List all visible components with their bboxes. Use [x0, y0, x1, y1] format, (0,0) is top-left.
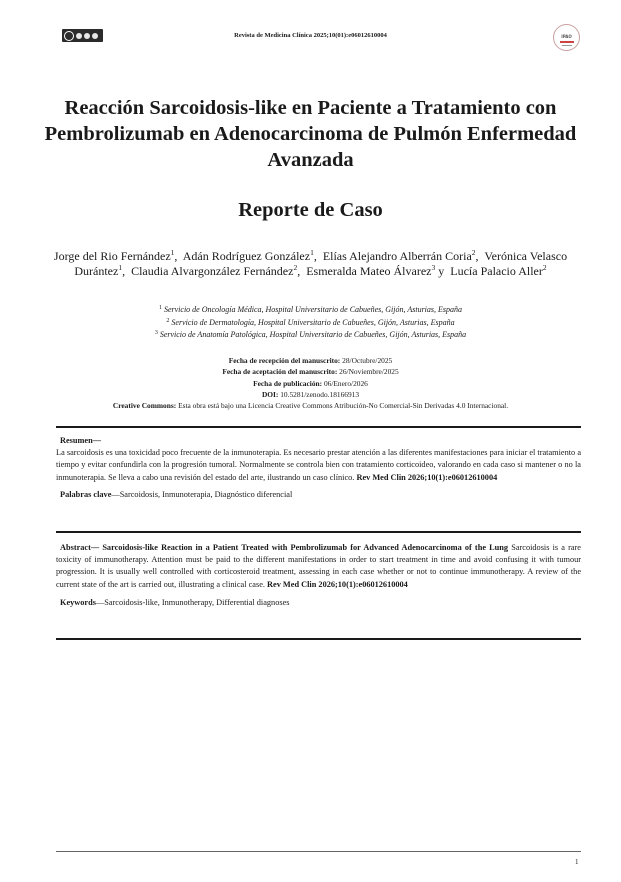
seal-stripe: [560, 41, 574, 43]
article-type: Reporte de Caso: [238, 199, 383, 221]
abstract-heading: Abstract—: [60, 543, 100, 552]
journal-seal-logo: [553, 24, 580, 51]
accepted-date: Fecha de aceptación del manuscrito: 26/Noviembre/2025: [222, 367, 399, 377]
resumen-body: La sarcoidosis es una toxicidad poco frecuente de la inmunoterapia. Es necesario prestar atención a las diferentes manifestaciones para iniciar el tratamiento a tiempo y evitar confundirla con la progresión tumoral. Normalmente se controla bien con tratamiento corticoideo, valorando en cada caso si mantener o no la inmunoterapia. Se lleva a cabo una revisión del estado del arte, ilustrando un caso clínico. Rev Med Clin 2026;10(1):e06012610004: [56, 448, 581, 482]
divider: [56, 638, 581, 640]
divider: [56, 531, 581, 533]
affiliation-list: [0, 304, 621, 342]
abstract-section: [56, 542, 581, 609]
resumen-citation: Rev Med Clin 2026;10(1):e06012610004: [356, 472, 498, 482]
divider: [56, 426, 581, 428]
author-list: Jorge del Rio Fernández$^1$, Adán Rodríguez González$^1$, Elías Alejandro Alberrán Coria$^2$, Verónica Velasco Durántez$^1$, Claudia Alvargonzález Fernández$^2$, Esmeralda Mateo Álvarez$^3$ y Lucía Palacio Aller$^2$: [53, 248, 568, 278]
published-date: Fecha de publicación: 06/Enero/2026: [253, 378, 368, 388]
seal-stripe-thin: [562, 45, 572, 46]
author-name: Lucía Palacio Aller: [450, 264, 543, 278]
page-number: 1: [575, 858, 579, 866]
doi: DOI: 10.5281/zenodo.18166913: [261, 389, 360, 399]
manuscript-metadata: [0, 355, 621, 411]
creative-commons-note: Creative Commons: Esta obra está bajo una Licencia Creative Commons Atribución-No Comercial-Sin Derivadas 4.0 Internacional.: [112, 401, 509, 411]
abstract-keywords: Keywords—Sarcoidosis-like, Inmunotherapy, Differential diagnoses: [60, 597, 290, 607]
abstract-body: Abstract— Sarcoidosis-like Reaction in a Patient Treated with Pembrolizumab for Advanced Adenocarcinoma of the Lung Sarcoidosis is a rare toxicity of immunotherapy. Attention must be paid to the different manifestations in order to start treatment in time and avoid confusing it with tumour progression. It is usually well controlled with corticosteroid treatment, assessing in each case whether or not to continue immunotherapy. A review of the current state of the art is carried out, illustrating a clinical case. Rev Med Clin 2026;10(1):e06012610004: [56, 543, 581, 589]
abstract-citation: Rev Med Clin 2026;10(1):e06012610004: [267, 579, 408, 589]
abstract-title: Sarcoidosis-like Reaction in a Patient Treated with Pembrolizumab for Advanced Adenocarcinoma of the Lung: [102, 543, 509, 552]
author-name: Adán Rodríguez González: [182, 249, 311, 263]
affiliation-item: $^3$ Servicio de Anatomía Patológica, Hospital Universitario de Cabueñes, Gijón, Asturias, España: [154, 330, 467, 339]
affiliation-item: $^2$ Servicio de Dermatología, Hospital Universitario de Cabueñes, Gijón, Asturias, España: [166, 317, 455, 327]
author-name: Claudia Alvargonzález Fernández: [131, 264, 294, 278]
seal-text: IPAO: [561, 33, 572, 39]
resumen-keywords: Palabras clave—Sarcoidosis, Inmunoterapia, Diagnóstico diferencial: [60, 489, 293, 499]
affiliation-item: $^1$ Servicio de Oncología Médica, Hospital Universitario de Cabueñes, Gijón, Asturias, España: [158, 305, 463, 314]
author-name: Jorge del Rio Fernández: [53, 249, 171, 263]
resumen-heading: Resumen—: [60, 436, 102, 445]
author-name: Verónica Velasco Durántez: [74, 249, 568, 278]
received-date: Fecha de recepción del manuscrito: 28/Octubre/2025: [228, 356, 393, 365]
footer-divider: [56, 851, 581, 852]
article-title: Reacción Sarcoidosis-like en Paciente a Tratamiento con Pembrolizumab en Adenocarcinoma de Pulmón Enfermedad Avanzada: [44, 97, 577, 171]
author-name: Elías Alejandro Alberrán Coria: [322, 249, 472, 263]
author-name: Esmeralda Mateo Álvarez: [306, 264, 432, 278]
resumen-section: [56, 435, 581, 501]
journal-citation-header: Revista de Medicina Clínica 2025;10(01):e06012610004: [234, 32, 387, 39]
